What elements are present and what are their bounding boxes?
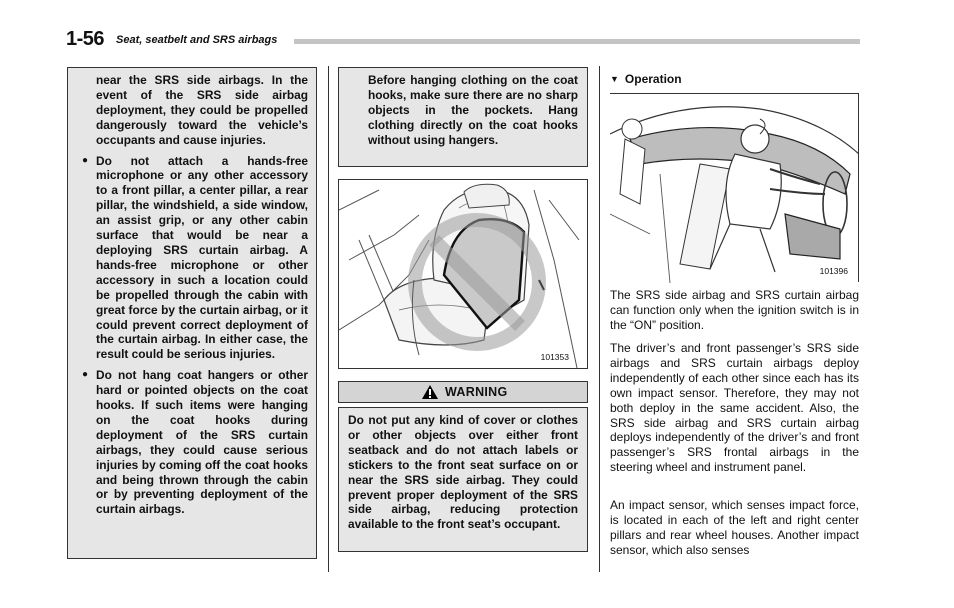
warning-continuation: near the SRS side airbags. In the event of the SRS side airbag deployment, they could be propelled dangerously toward the vehicle’s occupants and cause injuries. <box>96 73 308 147</box>
page-number: 1-56 <box>66 28 105 50</box>
operation-heading <box>610 72 682 86</box>
bullet-text: Do not attach a hands-free microphone or any other accessory to a front pillar, a center pillar, a rear pillar, the windshield, a side window, an assist grip, or any other cabin surface that would be near a deploying SRS curtain airbag. A hands-free microphone or other accessory in such a location could be propelled through the cabin with great force by the curtain airbag, or it could prevent correct deployment of the curtain airbag. In either case, the result could be serious injuries. <box>96 153 308 362</box>
heading-marker-icon: ▼ <box>610 74 619 84</box>
operation-paragraph-2: The driver’s and front passenger’s SRS side airbags and SRS curtain airbags deploy independently of each other since each has its own impact sensor. Therefore, they may not both deploy in the same accident. Also, the SRS side airbag and SRS curtain airbag deploys independently of the driver’s and front passenger’s SRS frontal airbags in the steering wheel and instrument panel. <box>610 341 859 475</box>
warning-triangle-icon <box>421 384 439 400</box>
warning-bullet-item <box>76 368 308 517</box>
figure-id: 101396 <box>819 266 848 276</box>
bullet-text: Do not hang coat hangers or other hard or pointed objects on the coat hooks. If such items were hanging on the coat hooks during deployment of the SRS curtain airbags, they could cause serious injuries by coming off the coat hooks and being thrown through the cabin or by preventing deployment of the curtain airbags. <box>96 368 308 517</box>
cabin-illustration <box>610 94 859 283</box>
warning-label: WARNING <box>445 385 508 399</box>
bullet-icon: ● <box>82 369 89 381</box>
column-divider <box>599 66 600 572</box>
page-header <box>66 28 860 50</box>
warning-bullet-item <box>76 154 308 363</box>
operation-heading-text: Operation <box>624 72 682 86</box>
note-box <box>338 67 588 167</box>
warning-box-continued <box>67 67 317 559</box>
operation-paragraph-1: The SRS side airbag and SRS curtain airbag can function only when the ignition switch is in the “ON” position. <box>610 288 859 332</box>
operation-paragraph-3: An impact sensor, which senses impact force, is located in each of the left and right center pillars and rear wheel houses. Another impact sensor, which also senses <box>610 498 859 557</box>
warning-box <box>338 407 588 552</box>
seat-illustration <box>339 180 587 368</box>
seat-figure <box>338 179 588 369</box>
figure-id: 101353 <box>540 352 569 362</box>
warning-header <box>338 381 588 403</box>
warning-text: Do not put any kind of cover or clothes or other objects over either front seatback and do not attach labels or stickers to the front seat surface on or near the SRS side airbag. They could prevent proper deployment of the SRS side airbag, reducing protection available to the front seat’s occupant. <box>348 413 578 532</box>
bullet-icon: ● <box>82 154 89 166</box>
cabin-figure <box>610 93 859 282</box>
note-text: Before hanging clothing on the coat hooks, make sure there are no sharp objects in the pockets. Hang clothing directly on the coat hooks without using hangers. <box>368 73 578 147</box>
section-title: Seat, seatbelt and SRS airbags <box>116 34 278 46</box>
column-divider <box>328 66 329 572</box>
header-rule <box>294 39 860 44</box>
